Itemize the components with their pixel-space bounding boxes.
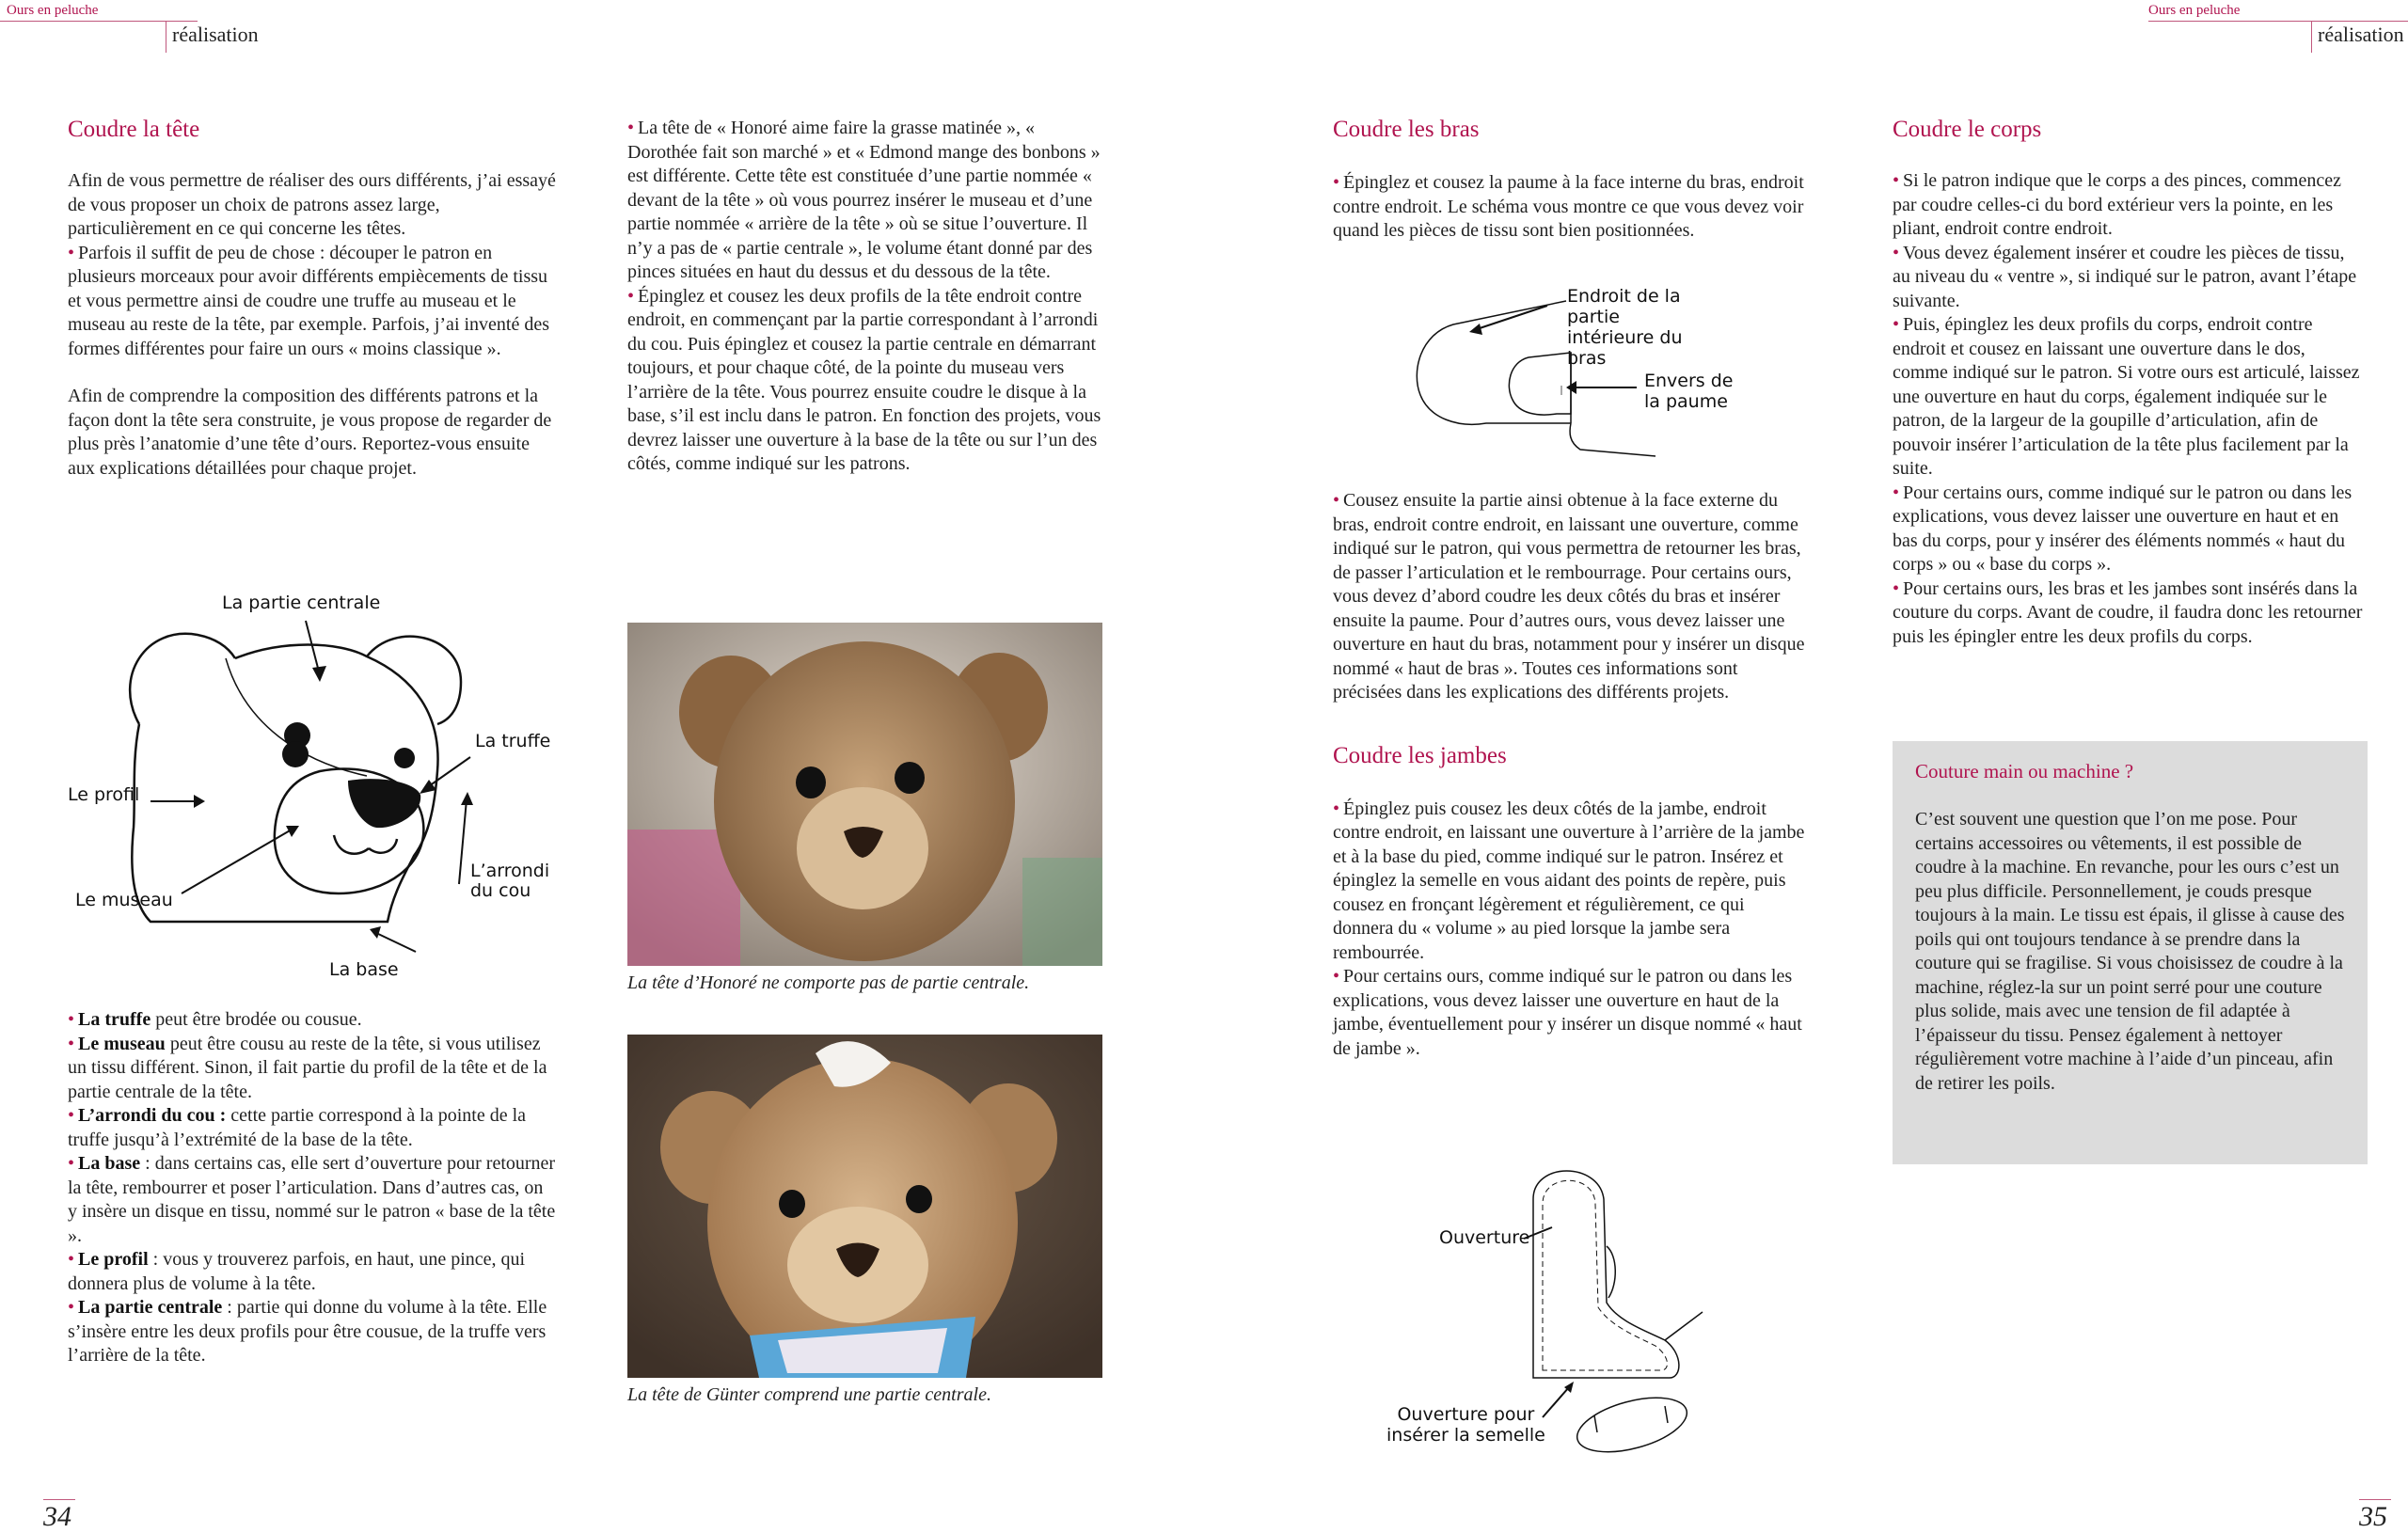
label-envers-paume: Envers de la paume [1644,371,1734,412]
header-divider-right [2311,21,2312,53]
heading-coudre-la-tete: Coudre la tête [68,117,200,142]
heading-coudre-le-corps: Coudre le corps [1893,117,2042,142]
column-4 [1893,117,2363,649]
paragraph-bullet: • Parfois il suffit de peu de chose : découper le patron en plusieurs morceaux pour avoir différents empiècements de tissu et vous permettre ainsi de coudre une truffe au museau et le museau au reste de la tête, par exemple. Parfois, j’ai inventé des formes différentes pour faire un ours « moins classique ». [68,242,550,359]
heading-coudre-les-bras: Coudre les bras [1333,117,1480,142]
tip-box [1893,741,2368,1164]
paragraph-corps-5: • Pour certains ours, les bras et les jambes sont insérés dans la couture du corps. Avant de coudre, il faudra donc les retourner puis les épingler entre les deux profils du corps. [1893,577,2363,647]
label-arrondi-du-cou: L’arrondi du cou [470,861,550,901]
label-endroit-partie-interieure: Endroit de la partie intérieure du bras [1567,286,1683,369]
page-number-left: 34 [43,1501,71,1532]
label-museau: Le museau [75,890,173,910]
column-3-continued [1333,489,1808,1061]
label-truffe: La truffe [475,731,551,751]
paragraph-corps-2: • Vous devez également insérer et coudre les pièces de tissu, au niveau du « ventre », si indiqué sur le patron, avant l’étape suivante. [1893,242,2357,311]
header-rule-right [2148,21,2408,22]
column-1 [68,117,557,481]
definition-item: • Le profil : vous y trouverez parfois, en haut, une pince, qui donnera plus de volume à la tête. [68,1249,526,1294]
running-title-right: Ours en peluche [2148,3,2241,18]
paragraph-corps-3: • Puis, épinglez les deux profils du corps, endroit contre endroit et cousez en laissant une ouverture dans le dos, comme indiqué sur le patron. Si votre ours est articulé, laissez une ouverture en haut du corps, également indiquée sur le patron, de la largeur de la goupille d’articulation, afin de pouvoir insérer l’articulation de la tête plus facilement par la suite. [1893,314,2360,479]
paragraph-bras-2: • Cousez ensuite la partie ainsi obtenue à la face externe du bras, endroit contre endroit, en laissant une ouverture, comme indiqué sur le patron, qui vous permettra de retourner les bras, de passer l’articulation et le rembourrage. Pour certains ours, vous devez d’abord coudre les deux côtés du bras et insérer ensuite la paume. Pour d’autres ours, vous devez laisser une ouverture en haut du bras, notamment pour y insérer un disque nommé « haut de bras ». Toutes ces informations sont précisées dans les explications des différents projets. [1333,490,1805,703]
label-ouverture-semelle: Ouverture pour insérer la semelle [1386,1404,1545,1446]
paragraph-tete-variante: • La tête de « Honoré aime faire la grasse matinée », « Dorothée fait son marché » et « Edmond mange des bonbons » est différente. Cette tête est constituée d’une partie nommée « devant de la tête » où vous pourrez insérer le museau et d’une partie nommée « arrière de la tête » où se situe l’ouverture. Il n’y a pas de « partie centrale », le volume étant donné par des pinces situées en haut du dessus et du dessous de la tête. [627,118,1101,282]
label-partie-centrale: La partie centrale [222,593,381,613]
section-label-right: réalisation [2318,23,2404,46]
label-base: La base [329,959,399,980]
paragraph-jambes-1: • Épinglez puis cousez les deux côtés de la jambe, endroit contre endroit, en laissant une ouverture à l’arrière de la jambe et à la base du pied, comme indiqué sur le patron. Insérez et épinglez la semelle en vous aidant des points de repère, puis cousez en fronçant légèrement et régulièrement, ce qui donnera du « volume » au pied lorsque la jambe sera rembourrée. [1333,798,1805,963]
section-label-left: réalisation [172,23,259,46]
label-profil: Le profil [68,784,140,805]
paragraph-corps-4: • Pour certains ours, comme indiqué sur le patron ou dans les explications, vous devez laisser une ouverture en haut et en bas du corps, pour y insérer des éléments nommés « haut du corps » ou « base du corps ». [1893,482,2353,575]
page-number-right: 35 [2359,1501,2387,1532]
photo-gunter [627,1035,1102,1378]
bear-photo-image [627,623,1102,966]
head-anatomy-diagram [56,583,564,988]
definition-item: • L’arrondi du cou : cette partie correspond à la pointe de la truffe jusqu’à l’extrémité de la base de la tête. [68,1105,527,1150]
definition-item: • La base : dans certains cas, elle sert d’ouverture pour retourner la tête, rembourrer et poser l’articulation. Dans d’autres cas, on y insère un disque en tissu, nommé sur le patron « base de la tête ». [68,1153,556,1246]
bear-photo-image [627,1035,1102,1378]
column-2 [627,117,1105,477]
label-ouverture: Ouverture [1439,1227,1530,1248]
paragraph-tete-couture: • Épinglez et cousez les deux profils de la tête endroit contre endroit, en commençant par la partie correspondant à l’arrondi du cou. Puis épinglez et cousez la partie centrale en démarrant toujours, et pour chaque côté, de la pointe du museau vers l’arrière de la tête. Vous pourrez ensuite coudre le disque à la base, s’il est inclu dans le patron. En fonction des projets, vous devrez laisser une ouverture à la base de la tête ou sur l’un des côtés, comme indiqué sur les patrons. [627,285,1101,474]
definitions-list [68,1008,557,1368]
tip-box-title: Couture main ou machine ? [1915,760,2134,782]
paragraph-jambes-2: • Pour certains ours, comme indiqué sur le patron ou dans les explications, vous devez laisser une ouverture en haut de la jambe, éventuellement pour y insérer un disque nommé « haut de jambe ». [1333,966,1802,1059]
definition-item: • La partie centrale : partie qui donne du volume à la tête. Elle s’insère entre les deux profils pour être cousue, de la truffe vers l’arrière de la tête. [68,1297,547,1366]
column-3 [1333,117,1808,244]
definition-item: • La truffe peut être brodée ou cousue. [68,1009,362,1030]
paragraph-intro: Afin de vous permettre de réaliser des ours différents, j’ai essayé de vous proposer un choix de patrons assez large, particulièrement en ce qui concerne les têtes. [68,170,556,239]
caption-honore: La tête d’Honoré ne comporte pas de partie centrale. [627,972,1030,993]
paragraph-corps-1: • Si le patron indique que le corps a des pinces, commencez par coudre celles-ci du bord extérieur vers la pointe, en les pliant, endroit contre endroit. [1893,170,2341,239]
page-number-rule-right [2359,1499,2391,1500]
bullet-icon: • [68,242,75,263]
header-rule-left [0,21,198,22]
definition-item: • Le museau peut être cousu au reste de la tête, si vous utilisez un tissu différent. Sinon, il fait partie du profil de la tête et de la partie centrale de la tête. [68,1033,547,1102]
paragraph-bras-1: • Épinglez et cousez la paume à la face interne du bras, endroit contre endroit. Le schéma vous montre ce que vous devez voir quand les pièces de tissu sont bien positionnées. [1333,172,1804,241]
running-title-left: Ours en peluche [7,3,99,18]
paragraph-anatomy: Afin de comprendre la composition des différents patrons et la façon dont la tête sera construite, je vous propose de regarder de plus près l’anatomie d’une tête d’ours. Reportez-vous ensuite aux explications détaillées pour chaque projet. [68,386,552,479]
page-number-rule-left [43,1499,75,1500]
caption-gunter: La tête de Günter comprend une partie centrale. [627,1384,991,1405]
leg-diagram [1383,1152,1778,1453]
photo-honore [627,623,1102,966]
arm-diagram [1402,282,1734,461]
heading-coudre-les-jambes: Coudre les jambes [1333,742,1507,768]
tip-box-text: C’est souvent une question que l’on me pose. Pour certains accessoires ou vêtements, il est possible de coudre à la machine. En revanche, pour les ours c’est un peu plus difficile. Personnellement, je couds presque toujours à la main. Le tissu est épais, il glisse à cause des poils qui ont toujours tendance à se prendre dans la couture qui se fragilise. Si vous choisissez de coudre à la machine, réglez-la sur un point serré pour une couture plus solide, mais avec une tension de fil adaptée à l’épaisseur du tissu. Pensez également à nettoyer régulièrement votre machine à l’aide d’un pinceau, afin de retirer les poils. [1915,809,2345,1094]
